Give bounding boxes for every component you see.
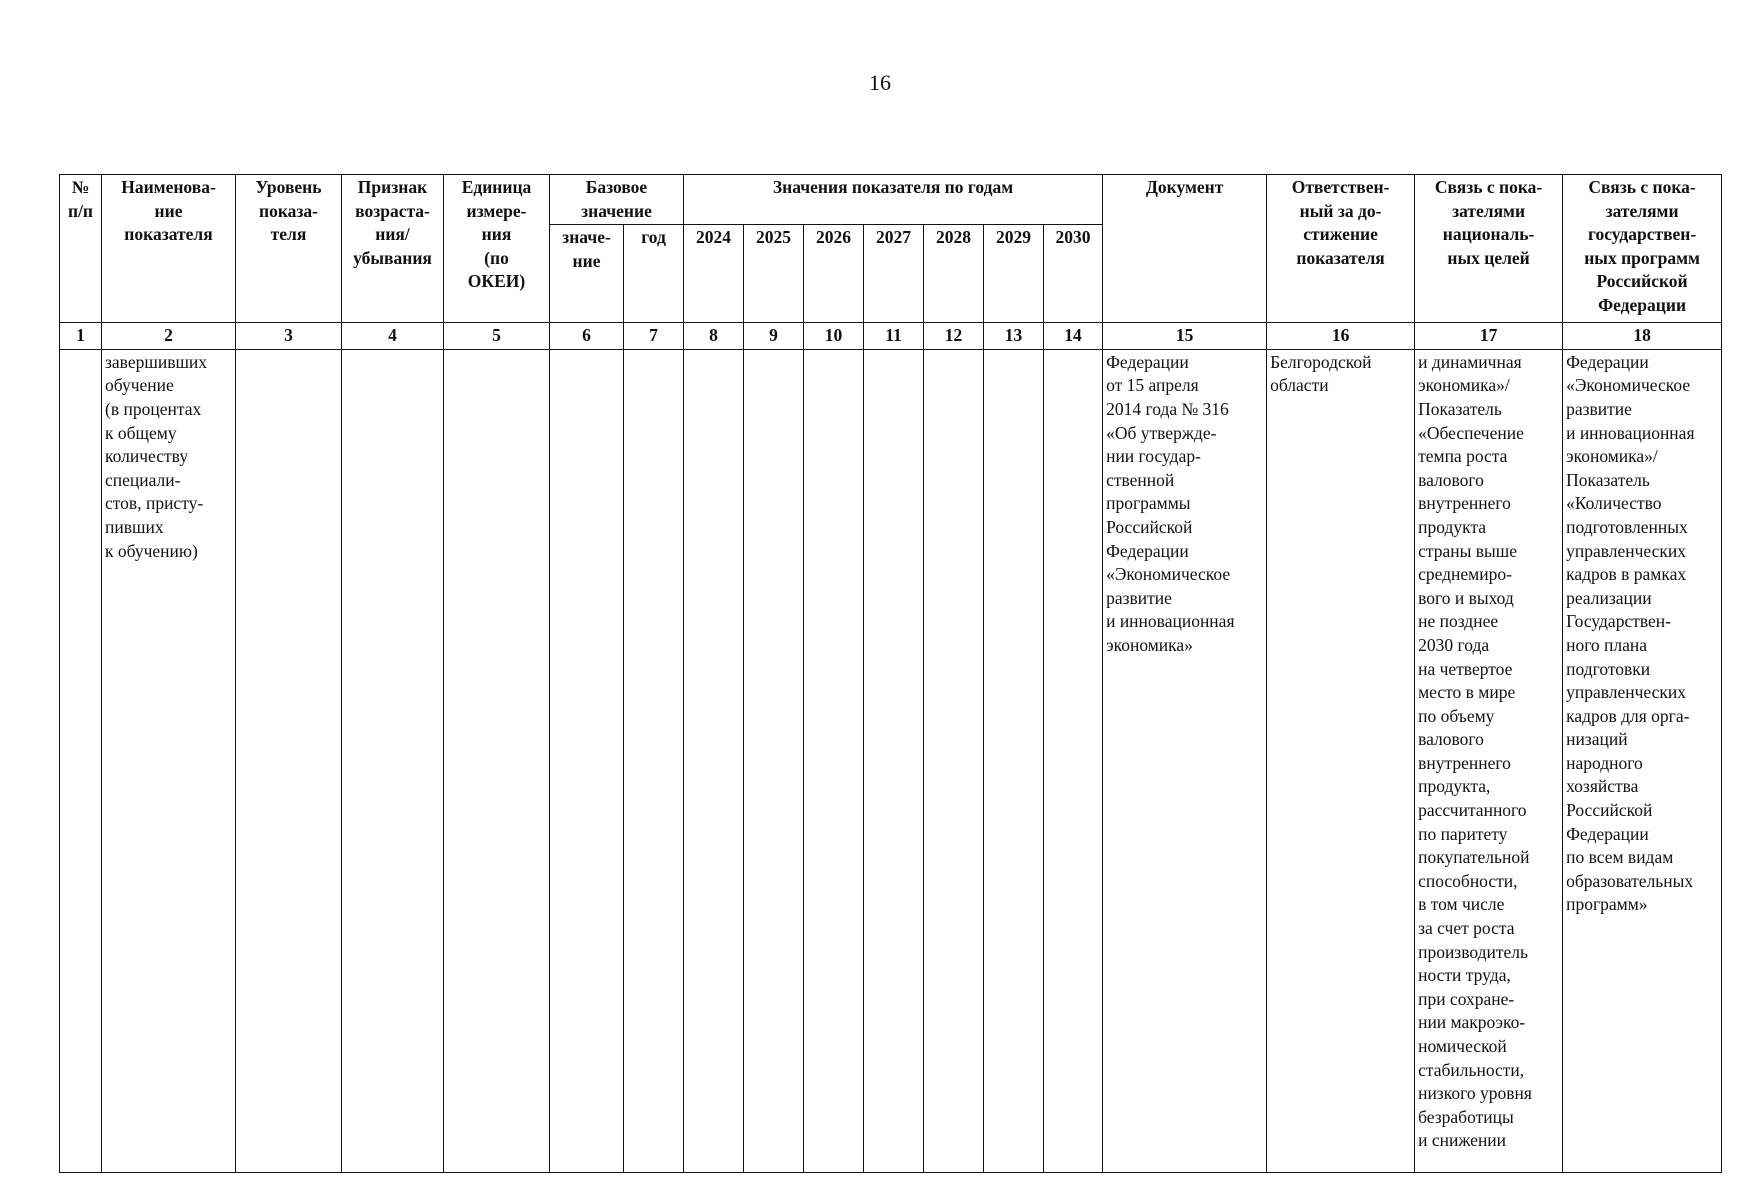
column-number: 5: [444, 323, 550, 350]
column-number: 9: [744, 323, 804, 350]
column-number: 8: [684, 323, 744, 350]
column-number: 17: [1415, 323, 1563, 350]
header-responsible: Ответствен- ный за до- стижение показателя: [1267, 175, 1415, 323]
year-2030-cell: [1044, 349, 1103, 1172]
indicator-level-cell: [236, 349, 342, 1172]
header-year-2028: 2028: [924, 225, 984, 323]
header-year-2025: 2025: [744, 225, 804, 323]
header-base-value: значе- ние: [550, 225, 624, 323]
column-number: 4: [342, 323, 444, 350]
header-base-year: год: [624, 225, 684, 323]
unit-cell: [444, 349, 550, 1172]
year-2026-cell: [804, 349, 864, 1172]
header-years-group: Значения показателя по годам: [684, 175, 1103, 225]
year-2028-cell: [924, 349, 984, 1172]
year-2025-cell: [744, 349, 804, 1172]
state-programs-cell: Федерации «Экономическое развитие и инновационная экономика»/ Показатель «Количество подготовленных управленческих кадров в рамках реализации Государствен- ного плана подготовки управленческих кадров для орга- низаций народного хозяйства Российской Федерации по всем видам образовательных программ»: [1563, 349, 1722, 1172]
indicators-table: [59, 174, 1722, 1173]
header-trend-sign: Признак возраста- ния/ убывания: [342, 175, 444, 323]
header-number: № п/п: [60, 175, 102, 323]
header-year-2029: 2029: [984, 225, 1044, 323]
header-state-programs: Связь с пока- зателями государствен- ных программ Российской Федерации: [1563, 175, 1722, 323]
column-number: 15: [1103, 323, 1267, 350]
column-number: 6: [550, 323, 624, 350]
indicator-name-cell: завершивших обучение (в процентах к общему количеству специали- стов, присту- пивших к обучению): [102, 349, 236, 1172]
column-number: 1: [60, 323, 102, 350]
responsible-cell: Белгородской области: [1267, 349, 1415, 1172]
column-number: 12: [924, 323, 984, 350]
column-number: 13: [984, 323, 1044, 350]
column-number: 3: [236, 323, 342, 350]
header-year-2027: 2027: [864, 225, 924, 323]
national-goals-cell: и динамичная экономика»/ Показатель «Обеспечение темпа роста валового внутреннего продукта страны выше среднемиро- вого и выход не позднее 2030 года на четвертое место в мире по объему валового внутреннего продукта, рассчитанного по паритету покупательной способности, в том числе за счет роста производитель ности труда, при сохране- нии макроэко- номической стабильности, низкого уровня безработицы и снижении: [1415, 349, 1563, 1172]
base-value-cell: [550, 349, 624, 1172]
column-number: 16: [1267, 323, 1415, 350]
year-2029-cell: [984, 349, 1044, 1172]
header-base-group: Базовое значение: [550, 175, 684, 225]
trend-sign-cell: [342, 349, 444, 1172]
header-year-2030: 2030: [1044, 225, 1103, 323]
base-year-cell: [624, 349, 684, 1172]
table-row: [60, 349, 1722, 1172]
header-indicator-level: Уровень показа- теля: [236, 175, 342, 323]
row-number-cell: [60, 349, 102, 1172]
header-indicator-name: Наименова- ние показателя: [102, 175, 236, 323]
header-national-goals: Связь с пока- зателями националь- ных целей: [1415, 175, 1563, 323]
year-2024-cell: [684, 349, 744, 1172]
column-numbers-row: [60, 323, 1722, 350]
year-2027-cell: [864, 349, 924, 1172]
column-number: 18: [1563, 323, 1722, 350]
header-year-2024: 2024: [684, 225, 744, 323]
column-number: 7: [624, 323, 684, 350]
column-number: 2: [102, 323, 236, 350]
header-document: Документ: [1103, 175, 1267, 323]
column-number: 11: [864, 323, 924, 350]
header-unit: Единица измере- ния (по ОКЕИ): [444, 175, 550, 323]
column-number: 14: [1044, 323, 1103, 350]
document-cell: Федерации от 15 апреля 2014 года № 316 «Об утвержде- нии государ- ственной программы Российской Федерации «Экономическое развитие и инновационная экономика»: [1103, 349, 1267, 1172]
page-number: 16: [869, 70, 891, 95]
header-year-2026: 2026: [804, 225, 864, 323]
column-number: 10: [804, 323, 864, 350]
